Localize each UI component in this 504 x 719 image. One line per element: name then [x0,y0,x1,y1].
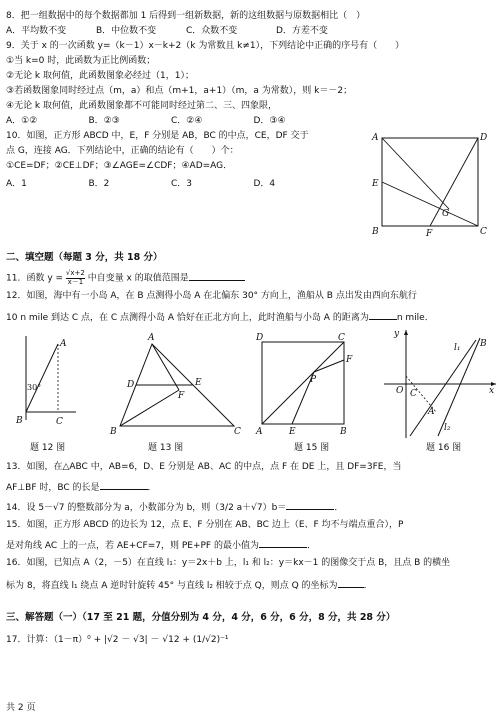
q12-answer-blank[interactable] [369,311,397,320]
q10-options [6,180,336,189]
q10-label-c: C [480,227,487,237]
caption-fig-13: 题 13 图 [148,443,184,453]
q13-label-f: F [178,391,185,401]
q12-angle-label: 30° [27,383,42,392]
q15-answer-blank[interactable] [259,539,307,548]
q9-options [6,117,336,126]
q13-label-a: A [148,333,155,343]
q16-label-b: B [480,339,487,349]
q13-answer-blank[interactable] [100,481,148,490]
q16-label-o: O [396,386,404,396]
q10-figure [370,128,488,238]
q16-label-l2: l₂ [444,423,451,433]
q15-line-2: 是对角线 AC 上的一点，若 AE+CF=7，则 PE+PF 的最小值为 ． [6,541,316,551]
q11-answer-blank[interactable] [189,272,245,281]
q9-option-c: C．②④ [171,116,203,126]
q15-label-p: P [310,375,317,385]
q8-option-b: B．中位数不变 [96,26,157,36]
q15-label-a: A [256,427,263,436]
q11: 11．函数 y = $\frac{√x+2}{x-1}$ 中自变量 x 的取值范围是 [6,270,245,286]
q12-figure [12,330,82,430]
q15-label-f: F [346,355,353,365]
q15-label-d: D [256,333,264,343]
q17: 17．计算：（1－π）⁰ + |√2 － √3| － √12 + (1/√2)⁻¹ [6,635,229,645]
q13-label-e: E [195,378,202,388]
q16-label-c: C [410,389,417,399]
q11-fraction: $\frac{√x+2}{x-1}$ [65,269,85,286]
caption-fig-12: 题 12 图 [30,443,66,453]
q12-label-c: C [56,417,63,427]
q9-option-b: B．②③ [88,116,120,126]
q9-stem: 9．关于 x 的一次函数 y=（k－1）x－k+2（k 为常数且 k≠1），下列结论中正确的序号有（ ） [6,41,405,51]
q16-label-a: A [428,407,435,417]
q12-line-1: 12．如图，海中有一小岛 A，在 B 点测得小岛 A 在北偏东 30° 方向上，渔船从 B 点出发由西向东航行 [6,291,417,301]
q9-statement-4: ④无论 k 取何值，此函数图象都不可能同时经过第二、三、四象限， [6,101,278,111]
q16-line-1: 16．如图，已知点 A（2，－5）在直线 l₁：y＝2x＋b 上，l₁ 和 l₂：y＝kx－1 的图像交于点 B，且点 B 的横坐 [6,558,451,568]
q16-label-x: x [489,386,495,396]
q8-option-a: A．平均数不变 [6,26,67,36]
q16-label-y: y [394,329,400,339]
page-footer: 共 2 页 [6,703,36,713]
q14-answer-blank[interactable] [286,501,334,510]
q10-option-b: B．2 [88,179,110,189]
q8-options [6,27,366,36]
q16-label-l1: l₁ [454,343,461,353]
q15-figure [252,330,362,436]
q16-answer-blank[interactable] [338,579,364,588]
q15-label-c: C [338,333,345,343]
q10-label-a: A [372,133,379,143]
q15-line-1: 15．如图，正方形 ABCD 的边长为 12，点 E、F 分别在 AB、BC 边上（E、F 均不与端点重合），P [6,520,404,530]
q10-option-a: A．1 [6,179,27,189]
caption-fig-16: 题 16 图 [426,443,462,453]
q13-figure [106,330,246,436]
q10-label-d: D [480,133,488,143]
caption-fig-15: 题 15 图 [294,443,330,453]
q10-stem-3: ①CE=DF；②CE⊥DF；③∠AGE=∠CDF；④AD=AG． [6,161,233,171]
q8-option-d: D．方差不变 [276,26,328,36]
q15-label-b: B [340,427,347,436]
q10-stem-2: 点 G，连接 AG．下列结论中，正确的结论有（ ）个： [6,146,239,156]
q8-option-c: C．众数不变 [186,26,238,36]
q13-label-b: B [110,427,117,436]
q14: 14．设 5－√7 的整数部分为 a，小数部分为 b，则（3/2 a＋√7）b＝ ． [6,503,344,513]
q10-label-g: G [442,209,450,219]
q9-option-d: D．③④ [253,116,286,126]
q16-line-2: 标为 8，将直线 l₁ 绕点 A 逆时针旋转 45° 与直线 l₂ 相较于点 Q，则点 Q 的坐标为 ． [6,581,373,591]
q10-label-f: F [426,229,433,238]
q9-statement-3: ③若函数图象同时经过点（m，a）和点（m+1，a+1）（m，a 为常数），则 k＝－2； [6,86,353,96]
q13-line-1: 13．如图，在△ABC 中，AB=6，D、E 分别是 AB、AC 的中点，点 F 在 DE 上，且 DF=3FE，当 [6,462,402,472]
q13-label-d: D [127,380,135,390]
q10-label-b: B [372,227,379,237]
q10-label-e: E [372,179,379,189]
q9-option-a: A．①② [6,116,38,126]
q9-statement-2: ②无论 k 取何值，此函数图象必经过（1，1）； [6,71,194,81]
q10-option-d: D．4 [253,179,276,189]
q12-label-a: A [60,339,67,349]
q15-label-e: E [289,427,296,436]
q13-line-2: AF⊥BF 时，BC 的长是 ． [6,483,157,493]
section-3-title: 三、解答题（一）（17 至 21 题，分值分别为 4 分，4 分，6 分，6 分，8 分，共 28 分） [6,612,396,623]
q13-label-c: C [234,427,241,436]
q8-stem: 8．把一组数据中的每个数据都加 1 后得到一组新数据，新的这组数据与原数据相比（ ） [6,11,366,21]
q10-stem-1: 10．如图，正方形 ABCD 中，E，F 分别是 AB，BC 的中点，CE，DF 交于 [6,131,309,141]
q12-line-2: 10 n mile 到达 C 点，在 C 点测得小岛 A 恰好在正北方向上，此时渔船与小岛 A 的距离为 n mile． [6,313,434,323]
q12-label-b: B [16,416,23,426]
q9-statement-1: ①当 k=0 时，此函数为正比例函数； [6,56,156,66]
q10-option-c: C．3 [171,179,193,189]
section-2-title: 二、填空题（每题 3 分，共 18 分） [6,252,163,263]
q16-figure [380,326,500,440]
